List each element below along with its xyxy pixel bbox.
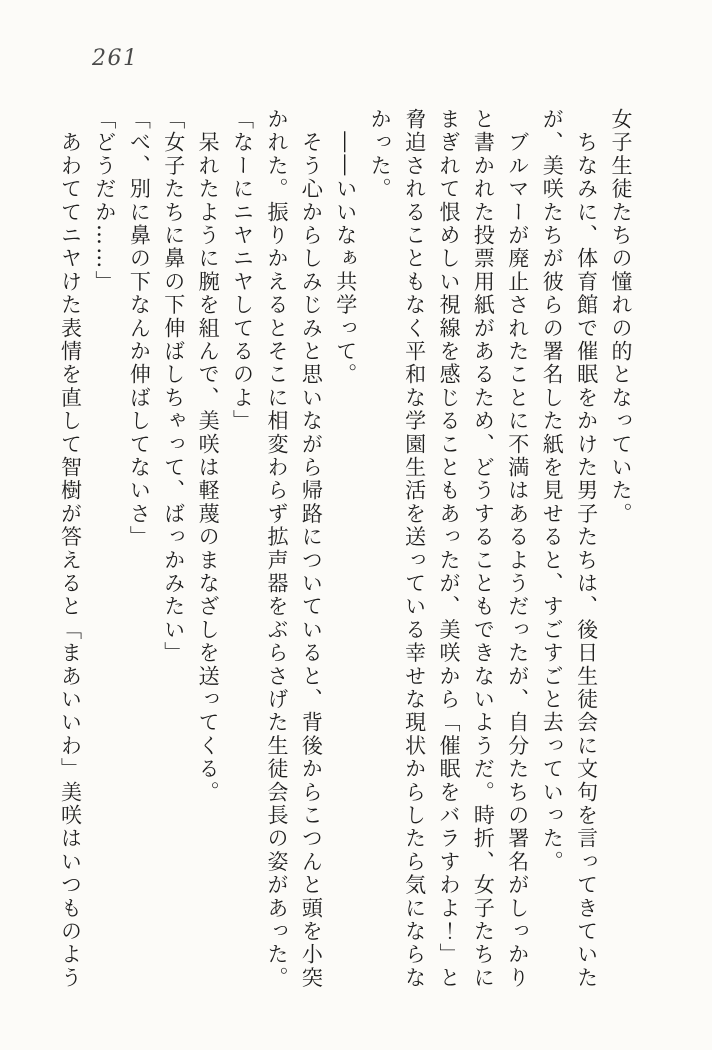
paragraph: 呆れたように腕を組んで、美咲は軽蔑のまなざしを送ってくる。 [196,108,221,804]
paragraph: 「どうだか……」 [92,108,117,294]
paragraph: 「女子たちに鼻の下伸ばしちゃって、ばっかみたい」 [161,108,186,665]
paragraph: そう心からしみじみと思いながら帰路についていると、背後からこつんと頭を小突かれた。振りかえるとそこに相変わらず拡声器をぶらさげた生徒会長の姿があった。 [264,108,324,990]
paragraph: 「べ、別に鼻の下なんか伸ばしてないさ」 [127,108,152,549]
paragraph: ちなみに、体育館で催眠をかけた男子たちは、後日生徒会に文句を言ってきていたが、美咲たちが彼らの署名した紙を見せると、すごすごと去っていった。 [540,108,599,990]
paragraph: 女子生徒たちの憧れの的となっていた。 [609,108,633,526]
body-text [53,108,638,994]
page-number: 261 [92,46,139,71]
paragraph: あわててニヤけた表情を直して智樹が答えると「まあいいわ」美咲はいつものよう [58,108,83,990]
paragraph: ブルマーが廃止されたことに不満はあるようだったが、自分たちの署名がしっかりと書かれた投票用紙があるため、どうすることもできないようだ。時折、女子たちにまぎれて恨めしい視線を感じることもあったが、美咲から「催眠をバラすわよ！」と脅迫されることもなく平和な学園生活を送っている幸せな現状からしたら気にならなかった。 [368,108,530,990]
paragraph: 「なーにニヤニヤしてるのよ」 [230,108,255,433]
paragraph: ――いいなぁ共学って。 [333,108,358,387]
